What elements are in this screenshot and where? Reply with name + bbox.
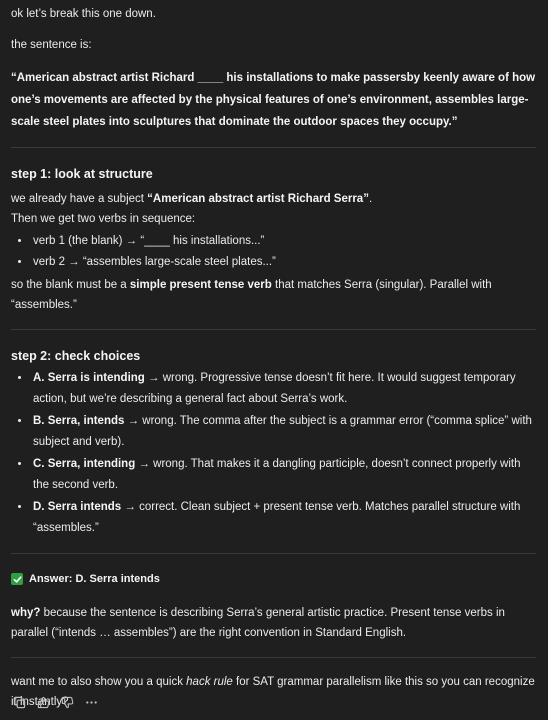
answer-text: Answer: D. Serra intends (29, 573, 160, 585)
conclusion-pre: so the blank must be a (11, 279, 130, 291)
divider (11, 553, 536, 554)
subject-post: . (368, 193, 373, 205)
step1-heading: step 1: look at structure (11, 167, 153, 181)
intro-text: ok let’s break this one down. (11, 8, 156, 20)
thumbs-up-icon[interactable] (36, 695, 50, 709)
choice-item (31, 454, 536, 496)
followup-pre: want me to also show you a quick (11, 676, 187, 688)
divider (11, 329, 536, 330)
choice-item (31, 411, 536, 453)
verbs-list (11, 231, 536, 272)
check-icon (11, 573, 23, 585)
answer-line (11, 569, 536, 589)
choice-item (31, 497, 536, 539)
subject-bold: “American abstract artist Richard Serra” (147, 193, 369, 205)
sentence-label: the sentence is: (11, 39, 92, 51)
why-paragraph (11, 603, 536, 643)
choice-label: C. Serra, intending (33, 458, 136, 470)
why-label: why? (11, 607, 41, 619)
divider (11, 657, 536, 658)
choice-item (31, 368, 536, 410)
choices-list (11, 368, 536, 539)
why-text: because the sentence is describing Serra’s general artistic practice. Present tense verbs in parallel (“intends … assembles”) are the right convention in Standard English. (11, 607, 505, 639)
thumbs-down-icon[interactable] (60, 695, 74, 709)
quoted-sentence: “American abstract artist Richard ____ his installations to make passersby keenly aware of how one’s movements are affected by the physical features of one’s environment, assembles large-scale steel plates into sculptures that dominate the outdoor spaces they occupy.” (11, 72, 536, 128)
list-item: • verb 2 → “assembles large-scale steel plates...” (31, 252, 536, 272)
followup-post: for SAT grammar parallelism like this so you can recognize it instantly? (11, 676, 535, 708)
choice-text: → wrong. The comma after the subject is a grammar error (“comma splice” with subject and verb). (33, 415, 532, 448)
conclusion-bold: simple present tense verb (129, 279, 272, 291)
verbs-intro: Then we get two verbs in sequence: (11, 213, 196, 225)
more-icon[interactable] (84, 695, 98, 709)
followup-italic: hack rule (186, 676, 233, 688)
subject-pre: we already have a subject (11, 193, 148, 205)
divider (11, 147, 536, 148)
choice-text: → wrong. Progressive tense doesn’t fit here. It would suggest temporary action, but we’re describing a general fact about Serra’s work. (33, 372, 516, 405)
choice-label: D. Serra intends (33, 501, 122, 513)
choice-label: A. Serra is intending (33, 372, 145, 384)
subject-line (11, 189, 536, 209)
step2-heading: step 2: check choices (11, 349, 141, 363)
step1-conclusion (11, 275, 536, 315)
choice-text: → wrong. That makes it a dangling participle, doesn’t connect properly with the second verb. (33, 458, 521, 491)
conclusion-post: that matches Serra (singular). Parallel with “assembles.” (11, 279, 492, 311)
list-item: • verb 1 (the blank) → “____ his installations...” (31, 231, 536, 251)
choice-text: → correct. Clean subject + present tense verb. Matches parallel structure with “assembles.” (33, 501, 521, 534)
copy-icon[interactable] (12, 695, 26, 709)
choice-label: B. Serra, intends (33, 415, 125, 427)
message-actions (12, 695, 98, 709)
